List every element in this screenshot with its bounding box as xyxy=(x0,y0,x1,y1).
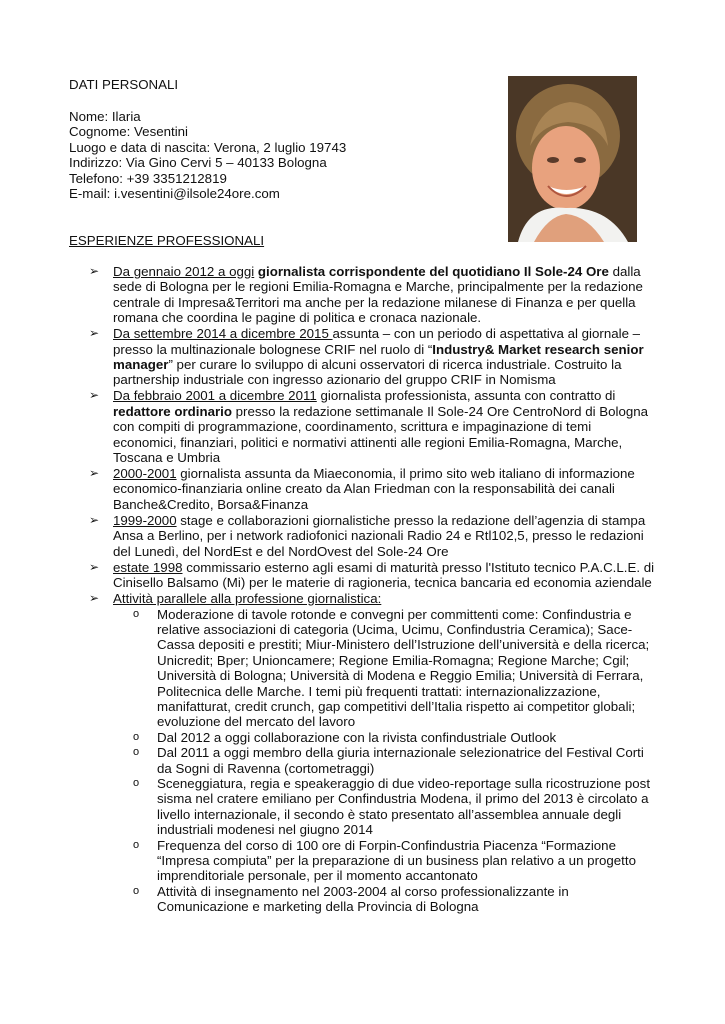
experience-item-4 xyxy=(89,466,658,512)
sub-list-item xyxy=(113,745,658,776)
experience-item-5 xyxy=(89,512,658,559)
experience-heading: ESPERIENZE PROFESSIONALI xyxy=(69,233,265,248)
experience-item-7 xyxy=(89,591,658,915)
parallel-activities-title: Attività parallele alla professione giornalistica: xyxy=(113,591,382,607)
arrow-bullet-icon: ➢ xyxy=(89,591,100,606)
experience-role: redattore ordinario xyxy=(113,403,232,419)
experience-item-3 xyxy=(89,388,658,466)
experience-text: presso la redazione settimanale Il Sole-24 Ore CentroNord di Bologna con compiti di programmazione, coordinamento, scrittura e impaginazione di temi economici, finanziari, politici e normativi attinenti alle regioni Emilia-Romagna, Marche, Toscana e Umbria xyxy=(113,403,649,466)
circle-bullet-icon: o xyxy=(133,730,140,743)
experience-text: commissario esterno agli esami di maturità presso l'Istituto tecnico P.A.C.L.E. di Cinisello Balsamo (Mi) per le materie di ragioneria, tecnica bancaria ed economia aziendale xyxy=(113,559,655,591)
personal-data-heading: DATI PERSONALI xyxy=(69,77,179,92)
arrow-bullet-icon: ➢ xyxy=(89,512,100,527)
sub-item-text: Moderazione di tavole rotonde e convegni per committenti come: Confindustria e relative associazioni di categoria (Ucima, Ucimu, Confindustria Ceramica); Sace-Cassa depositi e prestiti; Miur-Ministero dell’Istruzione dell’università e della ricerca; Unicredit; Bper; Unioncamere; Regione Emilia-Romagna; Regione Marche; Cgil; Università di Bologna; Università di Modena e Reggio Emilia; Università di Ferrara, Politecnica delle Marche. I temi più frequenti trattati: internazionalizzazione, manifatturat, credit crunch, gap competitivi dell’Italia rispetto ai competitor globali; evoluzione del mercato del lavoro xyxy=(157,606,650,730)
arrow-bullet-icon: ➢ xyxy=(89,264,100,278)
experience-date: estate 1998 xyxy=(113,559,183,575)
experience-role: giornalista corrispondente del quotidiano Il Sole-24 Ore xyxy=(257,264,609,279)
address-line: Indirizzo: Via Gino Cervi 5 – 40133 Bologna xyxy=(69,155,327,171)
sub-item-text: Dal 2012 a oggi collaborazione con la rivista confindustriale Outlook xyxy=(157,729,557,745)
circle-bullet-icon: o xyxy=(133,607,140,620)
experience-text: ” per curare lo sviluppo di alcuni osservatori di ricerca industriale. Costruito la partnership industriale con ingresso azionario del gruppo CRIF in Nomisma xyxy=(113,357,622,388)
parallel-activities-list xyxy=(113,607,658,915)
sub-list-item xyxy=(113,838,658,884)
experience-list xyxy=(89,264,658,915)
sub-list-item xyxy=(113,884,658,915)
email-line: E-mail: i.vesentini@ilsole24ore.com xyxy=(69,186,280,202)
experience-date: Da febbraio 2001 a dicembre 2011 xyxy=(113,388,317,404)
circle-bullet-icon: o xyxy=(133,838,140,851)
name-line: Nome: Ilaria xyxy=(69,109,141,124)
arrow-bullet-icon: ➢ xyxy=(89,466,100,481)
sub-list-item xyxy=(113,776,658,838)
circle-bullet-icon: o xyxy=(133,776,140,789)
experience-item-6 xyxy=(89,559,658,591)
experience-item-2 xyxy=(89,326,658,388)
experience-date: 1999-2000 xyxy=(113,512,177,528)
sub-item-text: Attività di insegnamento nel 2003-2004 al corso professionalizzante in Comunicazione e marketing della Provincia di Bologna xyxy=(157,883,569,915)
surname-line: Cognome: Vesentini xyxy=(69,124,189,140)
experience-text: stage e collaborazioni giornalistiche presso la redazione dell’agenzia di stampa Ansa a Berlino, per i network radiofonici nazionali Radio 24 e Rtl102,5, presso le redazioni del Lunedì, del NordEst e del NordOvest del Sole-24 Ore xyxy=(113,512,646,559)
arrow-bullet-icon: ➢ xyxy=(89,559,100,574)
experience-item-1 xyxy=(89,264,658,326)
experience-role: Industry& Market research senior manager xyxy=(113,341,644,373)
personal-info-block xyxy=(69,109,346,201)
experience-date: 2000-2001 xyxy=(113,466,177,482)
circle-bullet-icon: o xyxy=(133,884,140,897)
arrow-bullet-icon: ➢ xyxy=(89,326,100,341)
phone-line: Telefono: +39 3351212819 xyxy=(69,170,227,186)
experience-text: assunta – con un periodo di aspettativa al giornale – presso la multinazionale bolognese CRIF nel ruolo di “ xyxy=(113,326,641,357)
profile-photo xyxy=(508,76,637,242)
portrait-image xyxy=(508,76,637,242)
birth-line: Luogo e data di nascita: Verona, 2 luglio 19743 xyxy=(69,139,347,155)
circle-bullet-icon: o xyxy=(133,746,140,759)
experience-text: giornalista professionista, assunta con contratto di xyxy=(316,388,616,404)
sub-item-text: Sceneggiatura, regia e speakeraggio di due video-reportage sulla ricostruzione post sisma nel cratere emiliano per Confindustria Modena, il primo del 2013 è circolato a livello internazionale, il secondo è stato presentato all’assemblea annuale degli industriali modenesi nel giugno 2014 xyxy=(157,775,651,838)
arrow-bullet-icon: ➢ xyxy=(89,388,100,403)
experience-text: dalla sede di Bologna per le regioni Emilia-Romagna e Marche, principalmente per la redazione centrale di Impresa&Territori ma anche per la redazione milanese di Finanza e per quella romana che coordina le pagine di politica e cronaca nazionale. xyxy=(113,264,643,326)
sub-item-text: Dal 2011 a oggi membro della giuria internazionale selezionatrice del Festival Corti da Sogni di Ravenna (cortometraggi) xyxy=(157,745,644,776)
experience-text: giornalista assunta da Miaeconomia, il primo sito web italiano di informazione economico-finanziaria online creato da Alan Friedman con la responsabilità dei canali Banche&Credito, Borsa&Finanza xyxy=(113,466,635,512)
sub-item-text: Frequenza del corso di 100 ore di Forpin-Confindustria Piacenza “Formazione “Impresa compiuta” per la preparazione di un business plan relativo a un progetto imprenditoriale personale, per il momento accantonato xyxy=(157,837,636,884)
sub-list-item xyxy=(113,730,658,745)
sub-list-item xyxy=(113,607,658,730)
experience-date: Da gennaio 2012 a oggi xyxy=(113,264,255,279)
experience-date: Da settembre 2014 a dicembre 2015 xyxy=(113,326,333,342)
